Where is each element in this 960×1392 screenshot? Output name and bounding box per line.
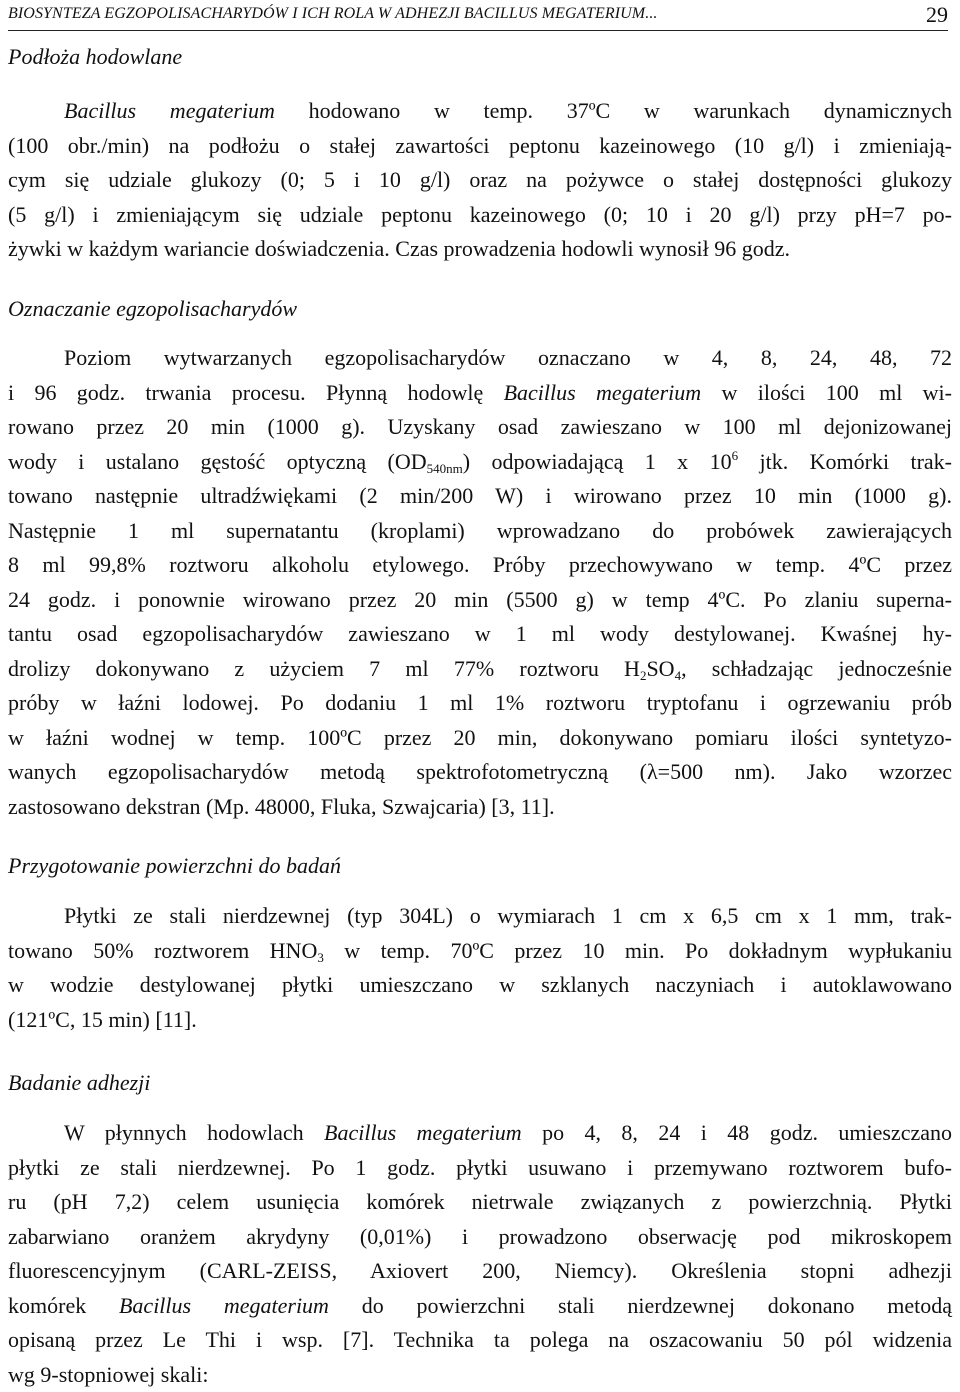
text-line: opisaną przez Le Thi i wsp. [7]. Technika ta polega na oszacowaniu 50 pól widzenia [8,1323,952,1358]
text-line: rowano przez 20 min (1000 g). Uzyskany osad zawieszano w 100 ml dejonizowanej [8,410,952,445]
text-line: ru (pH 7,2) celem usunięcia komórek nietrwale związanych z powierzchnią. Płytki [8,1185,952,1220]
text-line: (5 g/l) i zmieniającym się udziale peptonu kazeinowego (0; 10 i 20 g/l) przy pH=7 po- [8,198,952,233]
text-line: w wodzie destylowanej płytki umieszczano w szklanych naczyniach i autoklawowano [8,968,952,1003]
text-line: (121ºC, 15 min) [11]. [8,1003,952,1038]
text-line: drolizy dokonywano z użyciem 7 ml 77% roztworu $H_2SO_4$, schładzając jednocześnie [8,652,952,687]
text-line: żywki w każdym wariancie doświadczenia. Czas prowadzenia hodowli wynosił 96 godz. [8,232,952,267]
section-heading-eps-determination: Oznaczanie egzopolisacharydów [8,296,297,322]
text-line: próby w łaźni lodowej. Po dodaniu 1 ml 1% roztworu tryptofanu i ogrzewaniu prób [8,686,952,721]
paragraph-surface-preparation [8,899,952,1037]
text-line: wanych egzopolisacharydów metodą spektrofotometryczną (λ=500 nm). Jako wzorzec [8,755,952,790]
text-line: tantu osad egzopolisacharydów zawieszano w 1 ml wody destylowanej. Kwaśnej hy- [8,617,952,652]
text-line: wody i ustalano gęstość optyczną $(OD_{540nm})$ odpowiadającą 1 x $10^6$ jtk. Komórki trak- [8,445,952,480]
text-line: towano następnie ultradźwiękami (2 min/200 W) i wirowano przez 10 min (1000 g). [8,479,952,514]
section-heading-culture-media: Podłoża hodowlane [8,44,182,70]
text-line: Płytki ze stali nierdzewnej (typ 304L) o wymiarach 1 cm x 6,5 cm x 1 mm, trak- [8,899,952,934]
text-line: cym się udziale glukozy (0; 5 i 10 g/l) oraz na pożywce o stałej dostępności glukozy [8,163,952,198]
page-number: 29 [926,2,948,28]
paragraph-adhesion-study [8,1116,952,1392]
text-line: w łaźni wodnej w temp. 100ºC przez 20 min, dokonywano pomiaru ilości syntetyzo- [8,721,952,756]
section-heading-surface-preparation: Przygotowanie powierzchni do badań [8,853,341,879]
text-line: W płynnych hodowlach Bacillus megaterium po 4, 8, 24 i 48 godz. umieszczano [8,1116,952,1151]
text-line: Następnie 1 ml supernatantu (kroplami) wprowadzano do probówek zawierających [8,514,952,549]
text-line: fluorescencyjnym (CARL-ZEISS, Axiovert 200, Niemcy). Określenia stopni adhezji [8,1254,952,1289]
text-line: Poziom wytwarzanych egzopolisacharydów oznaczano w 4, 8, 24, 48, 72 [8,341,952,376]
text-line: towano 50% roztworem $HNO_3$ w temp. 70ºC przez 10 min. Po dokładnym wypłukaniu [8,934,952,969]
text-line: zastosowano dekstran (Mp. 48000, Fluka, Szwajcaria) [3, 11]. [8,790,952,825]
text-line: 24 godz. i ponownie wirowano przez 20 min (5500 g) w temp 4ºC. Po zlaniu superna- [8,583,952,618]
paragraph-eps-determination [8,341,952,824]
text-line: zabarwiano oranżem akrydyny (0,01%) i prowadzono obserwację pod mikroskopem [8,1220,952,1255]
text-line: i 96 godz. trwania procesu. Płynną hodowlę Bacillus megaterium w ilości 100 ml wi- [8,376,952,411]
running-header [8,0,948,31]
text-line: Bacillus megaterium hodowano w temp. 37ºC w warunkach dynamicznych [8,94,952,129]
text-line: komórek Bacillus megaterium do powierzchni stali nierdzewnej dokonano metodą [8,1289,952,1324]
text-line: płytki ze stali nierdzewnej. Po 1 godz. płytki usuwano i przemywano roztworem bufo- [8,1151,952,1186]
text-line: wg 9-stopniowej skali: [8,1358,952,1392]
text-line: (100 obr./min) na podłożu o stałej zawartości peptonu kazeinowego (10 g/l) i zmieniają- [8,129,952,164]
text-line: 8 ml 99,8% roztworu alkoholu etylowego. Próby przechowywano w temp. 4ºC przez [8,548,952,583]
running-header-title: BIOSYNTEZA EGZOPOLISACHARYDÓW I ICH ROLA W ADHEZJI BACILLUS MEGATERIUM... [8,5,658,23]
section-heading-adhesion-study: Badanie adhezji [8,1070,150,1096]
paragraph-culture-media [8,94,952,267]
